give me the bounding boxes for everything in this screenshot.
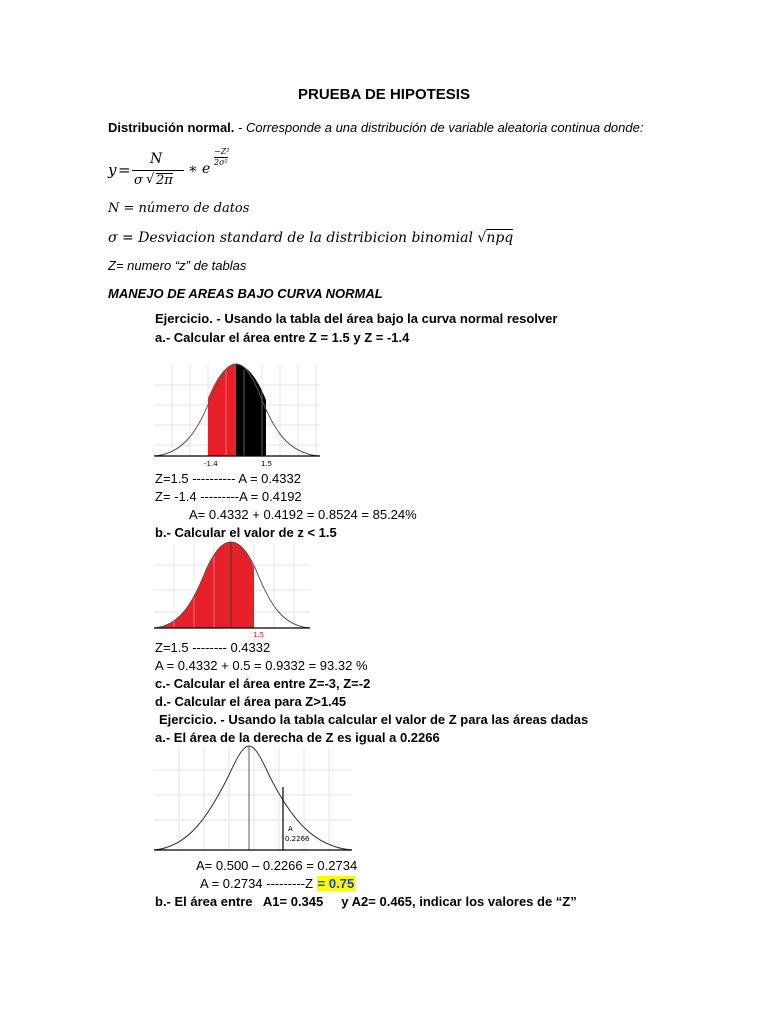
def-z: Z= numero “z” de tablas	[108, 258, 247, 273]
def-sigma	[108, 230, 513, 246]
graph3-curve	[154, 746, 352, 850]
intro-definition: Corresponde a una distribución de variable aleatoria continua donde:	[245, 120, 644, 135]
exercise1-c-prompt: c.- Calcular el área entre Z=-3, Z=-2	[155, 676, 371, 691]
exercise1-title-rest: Usando la tabla del área bajo la curva normal resolver	[220, 311, 558, 326]
graph3-gridlines	[154, 747, 352, 850]
exercise2-title	[159, 712, 588, 727]
exercise2-title-rest: Usando la tabla calcular el valor de Z para las áreas dadas	[224, 712, 589, 727]
exercise1-d-prompt: d.- Calcular el área para Z>1.45	[155, 694, 347, 709]
exercise1-b-line-1: Z=1.5 -------- 0.4332	[155, 640, 271, 655]
exercise1-b-prompt: b.- Calcular el valor de z < 1.5	[155, 525, 337, 540]
graph1-label-15: 1.5	[261, 460, 273, 468]
exercise1-b-line-2: A = 0.4332 + 0.5 = 0.9332 = 93.32 %	[155, 658, 368, 673]
exercise1-title-label: Ejercicio. -	[155, 311, 221, 326]
def-sigma-text: σ = Desviacion standard de la distribicion binomial	[108, 230, 473, 246]
normal-curve-graph-2	[154, 540, 314, 642]
formula-exp-num: −Z²	[214, 147, 230, 156]
formula-denominator-sigma: σ	[134, 173, 143, 188]
exercise1-a-line-2: Z= -1.4 ---------A = 0.4192	[155, 489, 302, 504]
exercise1-a-prompt: a.- Calcular el área entre Z = 1.5 y Z = -1.4	[155, 330, 410, 345]
exercise1-title	[155, 311, 557, 326]
def-sigma-sqrt-sign: √	[477, 230, 487, 246]
formula-fraction-bar	[132, 170, 184, 171]
formula-lhs: y	[108, 161, 117, 179]
normal-curve-graph-3	[154, 745, 354, 855]
formula-numerator: N	[150, 151, 163, 167]
graph2-label-15: 1.5	[253, 631, 265, 639]
graph3-label-area: 0.2266	[285, 835, 310, 843]
section-heading: MANEJO DE AREAS BAJO CURVA NORMAL	[108, 286, 383, 301]
formula-exp-den: 2σ²	[214, 158, 228, 167]
page-title: PRUEBA DE HIPOTESIS	[298, 86, 470, 103]
formula-denominator-rest: 2π	[156, 173, 173, 188]
formula-times-e: ∗ e	[188, 161, 211, 177]
exercise1-a-line-3: A= 0.4332 + 0.4192 = 0.8524 = 85.24%	[189, 507, 417, 522]
exercise2-a-line-2	[200, 876, 355, 891]
intro-dash: -	[234, 120, 246, 135]
exercise2-a-line-1: A= 0.500 – 0.2266 = 0.2734	[196, 858, 358, 873]
graph1-red-area	[208, 364, 236, 456]
formula-eq: =	[118, 161, 131, 179]
exercise2-title-label: Ejercicio. -	[159, 712, 225, 727]
graph1-label-neg14: -1.4	[204, 460, 218, 468]
exercise2-a-line-2-text: A = 0.2734 ---------Z	[200, 876, 314, 891]
z-result-highlight: = 0.75	[317, 876, 355, 891]
exercise2-b-prompt: b.- El área entre A1= 0.345 y A2= 0.465, indicar los valores de “Z”	[155, 894, 577, 909]
intro-line	[108, 120, 643, 135]
def-n: N = número de datos	[108, 201, 250, 216]
exercise1-a-line-1: Z=1.5 ---------- A = 0.4332	[155, 471, 301, 486]
exercise2-a-prompt: a.- El área de la derecha de Z es igual a 0.2266	[155, 730, 440, 745]
normal-formula	[108, 145, 238, 195]
normal-curve-graph-1	[154, 360, 324, 470]
intro-term: Distribución normal.	[108, 120, 235, 135]
formula-sqrt-sign: √	[146, 172, 155, 187]
graph2-red-area	[154, 542, 254, 628]
def-sigma-npq: npq	[486, 230, 514, 246]
graph3-label-a: A	[288, 825, 293, 833]
